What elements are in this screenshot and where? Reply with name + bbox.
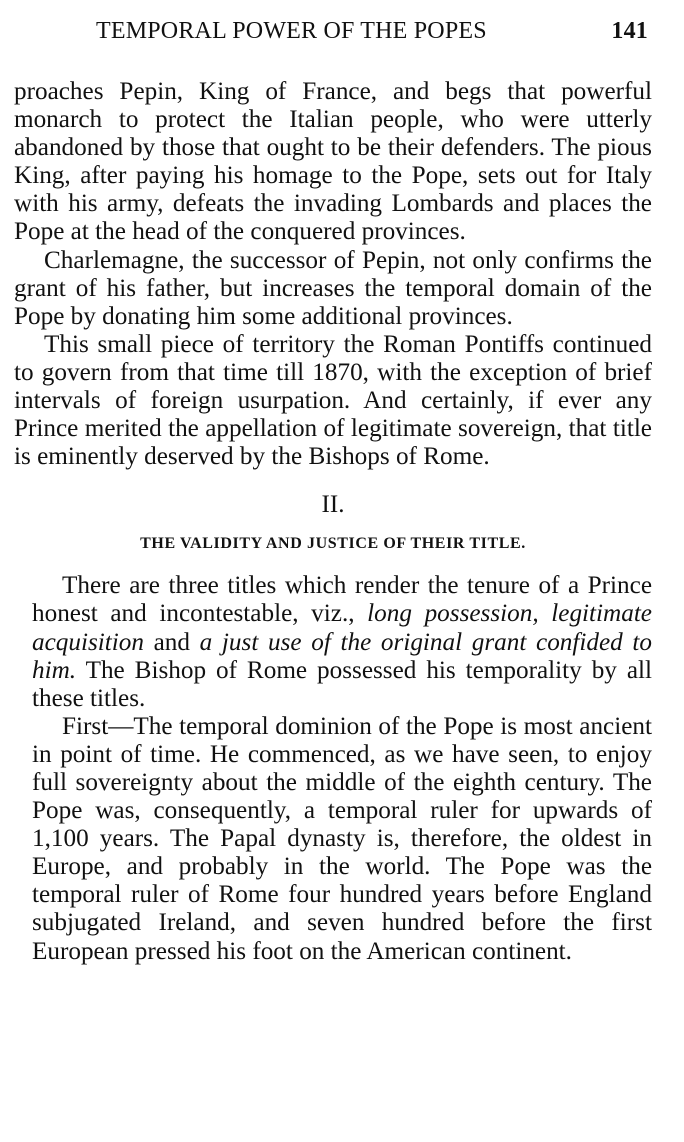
paragraph-charlemagne: Charlemagne, the successor of Pepin, not only confirms the grant of his father, but increases the temporal domain of the Pope by donating him some additional provinces. <box>14 246 652 330</box>
paragraph-roman-pontiffs: This small piece of territory the Roman Pontiffs continued to govern from that time till 1870, with the exception of brief intervals of foreign usurpation. And certainly, if ever any Prince merited the appellation of legitimate sovereign, that title is eminently deserved by the Bishops of Rome. <box>14 330 652 471</box>
section-body <box>32 572 652 965</box>
three-titles-lead: There are three titles which render the tenure of a Prince honest and incontestable, viz., <box>32 572 652 628</box>
italic-just-use: a just use of the original grant confided to him. <box>32 628 653 684</box>
italic-long-possession: long possession, <box>367 600 539 628</box>
running-title: TEMPORAL POWER OF THE POPES <box>96 18 487 44</box>
section-number: II. <box>321 491 345 519</box>
paragraph-three-titles <box>32 572 652 712</box>
paragraph-first-title: First—The temporal dominion of the Pope is most ancient in point of time. He commenced, as we have seen, to enjoy full sovereignty about the middle of the eighth century. The Pope was, consequently, a temporal ruler for upwards of 1,100 years. The Papal dynasty is, therefore, the oldest in Europe, and probably in the world. The Pope was the temporal ruler of Rome four hundred years before England subjugated Ireland, and seven hundred before the first European pressed his foot on the American continent. <box>32 712 652 965</box>
body-text <box>14 78 652 966</box>
section-heading: THE VALIDITY AND JUSTICE OF THEIR TITLE. <box>140 535 526 553</box>
paragraph-continued: proaches Pepin, King of France, and begs that powerful monarch to protect the Italian people, who were utterly abandoned by those that ought to be their defenders. The pious King, after paying his homage to the Pope, sets out for Italy with his army, defeats the invading Lombards and places the Pope at the head of the conquered provinces. <box>14 78 652 246</box>
three-titles-tail: The Bishop of Rome possessed his temporality by all these titles. <box>32 656 653 712</box>
three-titles-connector: and <box>153 628 190 656</box>
running-head <box>96 18 648 48</box>
italic-legitimate-acquisition: legitimate acquisition <box>32 600 652 656</box>
page-number: 141 <box>611 18 648 44</box>
